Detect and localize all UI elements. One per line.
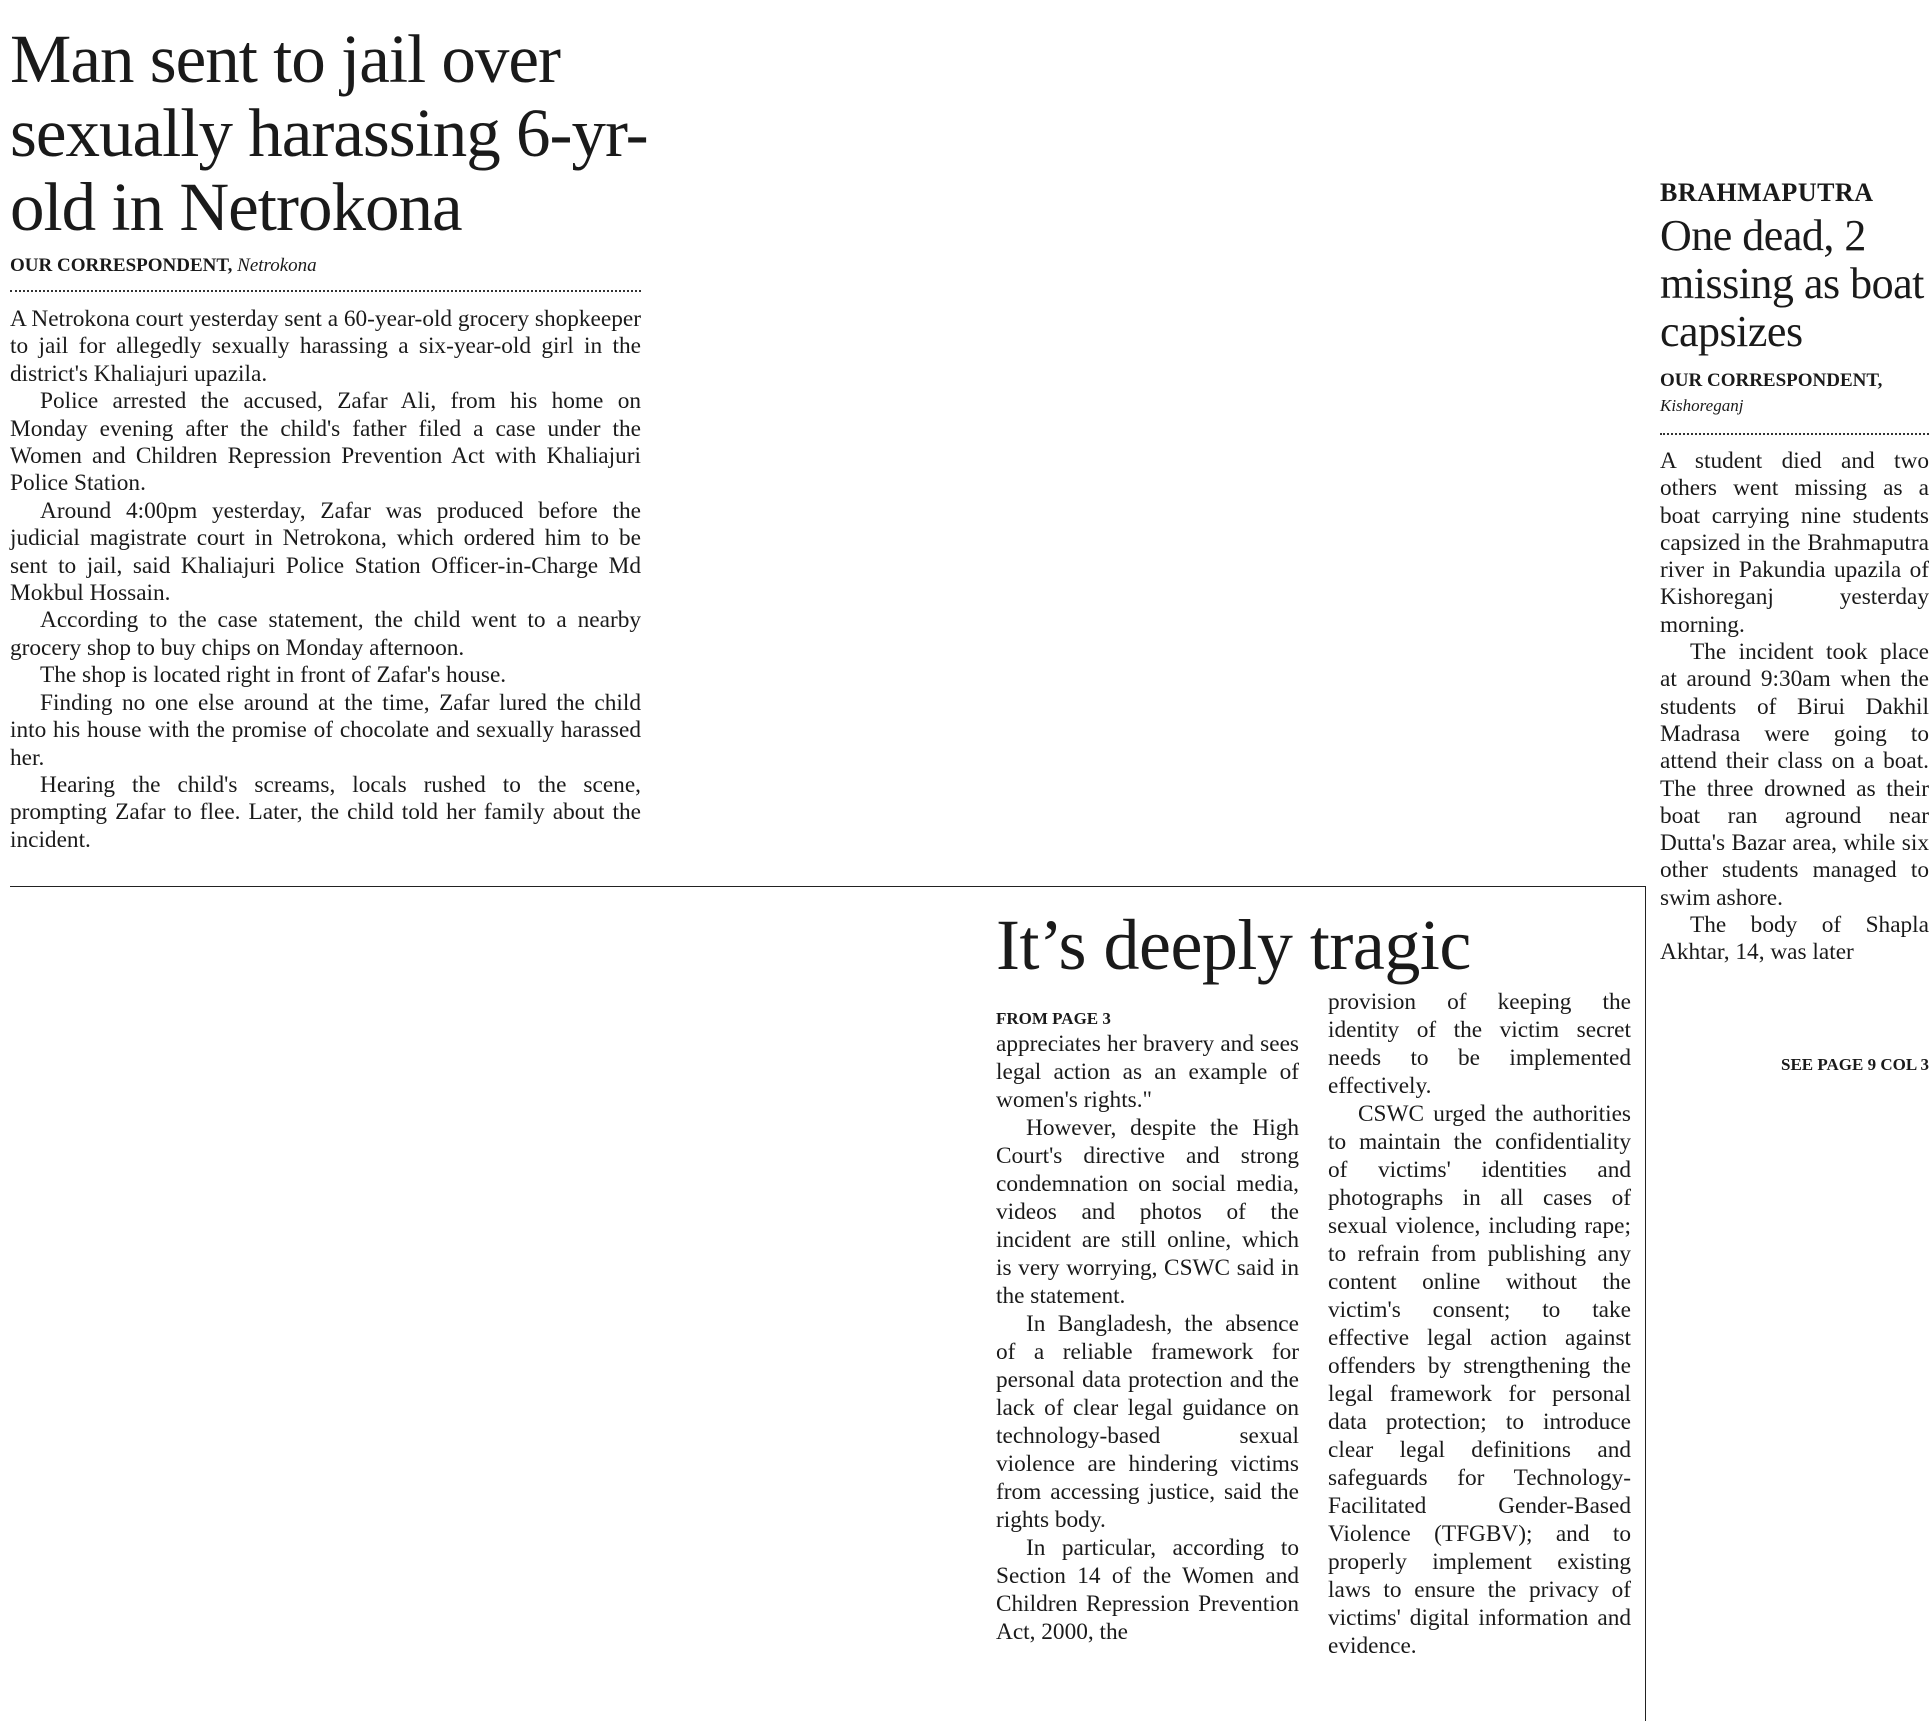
article2-paragraph: In Bangladesh, the absence of a reliable framework for personal data protection and the lack of clear legal guidance on technology-based sexual violence are hindering victims from accessing justice, said the rights body. [996, 1311, 1299, 1533]
article3-byline-location: Kishoreganj [1660, 396, 1744, 415]
article1-paragraph: Hearing the child's screams, locals rushed to the scene, prompting Zafar to flee. Later, the child told her family about the incident. [10, 771, 641, 853]
article1-paragraph: A Netrokona court yesterday sent a 60-year-old grocery shopkeeper to jail for allegedly sexually harassing a six-year-old girl in the district's Khaliajuri upazila. [10, 306, 641, 387]
article2-headline: It’s deeply tragic [996, 905, 1471, 985]
article2-paragraph: appreciates her bravery and sees legal action as an example of women's rights." [996, 1031, 1299, 1113]
article1-headline: Man sent to jail over sexually harassing 6-yr-old in Netrokona [10, 21, 648, 245]
article3-headline: One dead, 2 missing as boat capsizes [1660, 211, 1924, 356]
article2-paragraph: In particular, according to Section 14 of the Women and Children Repression Prevention Act, 2000, the [996, 1535, 1299, 1645]
article3-kicker: BRAHMAPUTRA [1660, 178, 1874, 207]
article1-byline-location: Netrokona [237, 255, 317, 276]
article1-paragraph: The shop is located right in front of Zafar's house. [40, 662, 507, 689]
section-divider [10, 886, 1646, 887]
article3-dotted-divider [1660, 433, 1929, 435]
article1-byline-name: OUR CORRESPONDENT, [10, 255, 233, 276]
article1-dotted-divider [10, 290, 641, 292]
article2-column-1 [996, 1030, 1299, 1646]
article2-column-2 [1328, 988, 1631, 1660]
article1-paragraph: According to the case statement, the child went to a nearby grocery shop to buy chips on Monday afternoon. [10, 607, 641, 661]
article2-continuation-label: FROM PAGE 3 [996, 1009, 1111, 1028]
article2-paragraph: provision of keeping the identity of the victim secret needs to be implemented effectively. [1328, 989, 1631, 1099]
article2-paragraph: However, despite the High Court's directive and strong condemnation on social media, videos and photos of the incident are still online, which is very worrying, CSWC said in the statement. [996, 1115, 1299, 1309]
article1-paragraph: Finding no one else around at the time, Zafar lured the child into his house with the promise of chocolate and sexually harassed her. [10, 689, 641, 771]
article3-byline-name: OUR CORRESPONDENT, [1660, 370, 1883, 391]
article1-paragraph: Police arrested the accused, Zafar Ali, from his home on Monday evening after the child's father filed a case under the Women and Children Repression Prevention Act with Khaliajuri Police Station. [10, 388, 641, 497]
article2-paragraph: CSWC urged the authorities to maintain the confidentiality of victims' identities and photographs in all cases of sexual violence, including rape; to refrain from publishing any content online without the victim's consent; to take effective legal action against offenders by strengthening the legal framework for personal data protection; to introduce clear legal definitions and safeguards for Technology-Facilitated Gender-Based Violence (TFGBV); and to properly implement existing laws to ensure the privacy of victims' digital information and evidence. [1328, 1101, 1631, 1659]
article3-jump-reference: SEE PAGE 9 COL 3 [1781, 1055, 1929, 1074]
article3-body [1660, 448, 1929, 967]
article1-body [10, 306, 641, 854]
article3-paragraph: The incident took place at around 9:30am when the students of Birui Dakhil Madrasa were going to attend their class on a boat. The three drowned as their boat ran aground near Dutta's Bazar area, while six other students managed to swim ashore. [1660, 639, 1929, 911]
article1-byline [10, 255, 317, 277]
article3-paragraph: The body of Shapla Akhtar, 14, was later [1660, 912, 1929, 966]
article3-paragraph: A student died and two others went missing as a boat carrying nine students capsized in the Brahmaputra river in Pakundia upazila of Kishoreganj yesterday morning. [1660, 448, 1929, 638]
column-divider [1645, 886, 1646, 1721]
article1-paragraph: Around 4:00pm yesterday, Zafar was produced before the judicial magistrate court in Netrokona, which ordered him to be sent to jail, said Khaliajuri Police Station Officer-in-Charge Md Mokbul Hossain. [10, 497, 641, 607]
